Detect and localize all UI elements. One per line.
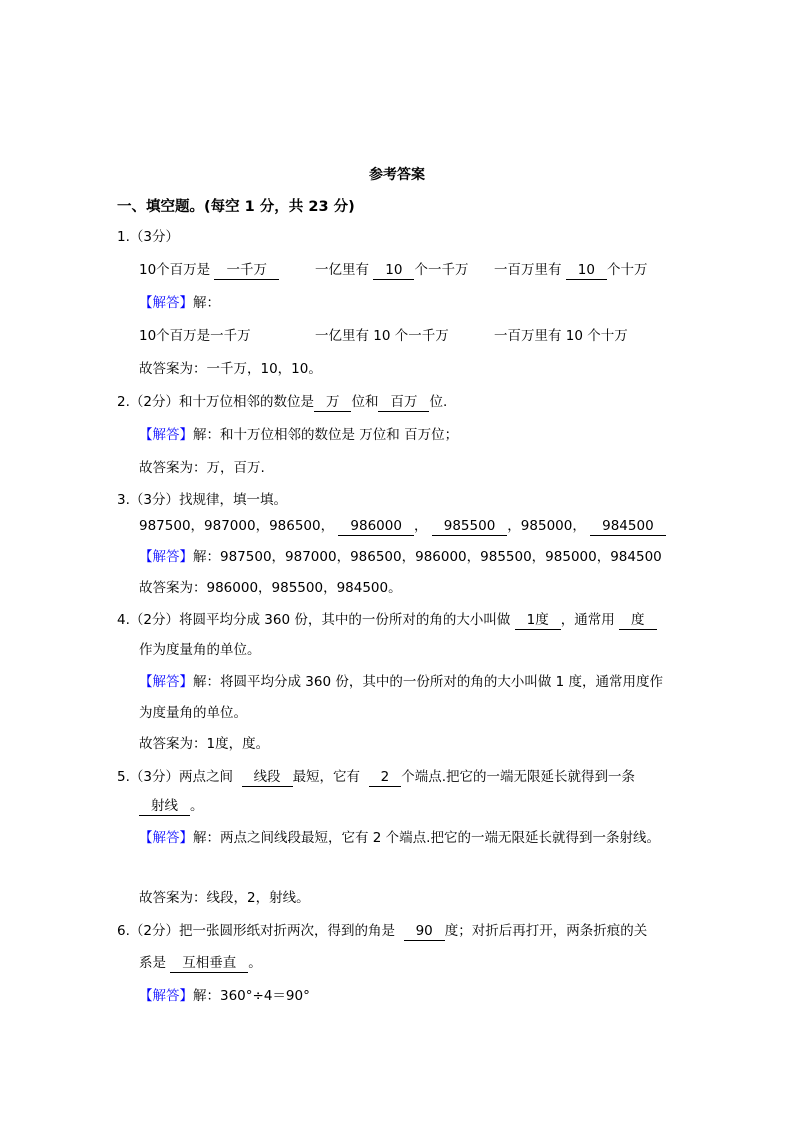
text: 解：: [193, 295, 220, 311]
text: ，: [413, 518, 432, 534]
answer-label: 【解答】: [139, 549, 193, 565]
text: 故答案为：986000，985500，984500。: [139, 580, 402, 596]
answer-line: [139, 425, 458, 445]
text: 个十万: [606, 262, 648, 278]
answer-blank: 线段: [242, 769, 293, 787]
text: 解：两点之间线段最短，它有 2 个端点.把它的一端无限延长就得到一条射线。: [193, 830, 660, 846]
page-title: 参考答案: [369, 167, 425, 183]
text: 解：将圆平均分成 360 份，其中的一份所对的角的大小叫做 1 度，通常用度作: [193, 674, 664, 690]
text: 个端点.把它的一端无限延长就得到一条: [401, 769, 636, 785]
text: 解：和十万位相邻的数位是 万位和 百万位；: [193, 427, 459, 443]
answer-line: [139, 828, 660, 848]
answer-blank: 2: [369, 769, 402, 787]
answer-line: [139, 672, 663, 692]
text: 为度量角的单位。: [139, 705, 247, 721]
text: ，985000，: [507, 518, 591, 534]
text: 2.（2分）和十万位相邻的数位是: [117, 394, 314, 410]
text: 位.: [429, 394, 448, 410]
text: 。: [190, 798, 204, 814]
column-cell: [315, 260, 494, 280]
question-line: [117, 227, 179, 247]
answer-label: 【解答】: [139, 295, 193, 311]
answer-line: [139, 293, 220, 313]
text: 系是: [139, 955, 171, 971]
text: 一亿里有: [315, 262, 374, 278]
answer-blank: 互相垂直: [170, 955, 248, 973]
text: 一百万里有 10 个十万: [494, 328, 628, 344]
question-line: [117, 767, 635, 787]
question-line: [117, 921, 647, 941]
answer-blank: 10: [373, 262, 414, 280]
answer-blank: 985500: [432, 518, 508, 536]
answer-line: [139, 578, 402, 598]
text: 3.（3分）找规律，填一填。: [117, 492, 287, 508]
answer-label: 【解答】: [139, 988, 193, 1004]
text: 10个百万是: [139, 262, 215, 278]
answer-line: [139, 734, 269, 754]
text: ，通常用: [560, 612, 620, 628]
answer-line: [139, 640, 261, 660]
text: 故答案为：万，百万.: [139, 460, 265, 476]
text: 个一千万: [414, 262, 469, 278]
text: 6.（2分）把一张圆形纸对折两次，得到的角是: [117, 923, 404, 939]
text: 位和: [351, 394, 379, 410]
answer-blank: 90: [404, 923, 445, 941]
text: 10个百万是一千万: [139, 328, 251, 344]
answer-blank: 984500: [590, 518, 666, 536]
answer-line: [139, 326, 670, 346]
text: 最短，它有: [292, 769, 369, 785]
column-cell: [494, 260, 670, 280]
answer-blank: 一千万: [214, 262, 279, 280]
text: 4.（2分）将圆平均分成 360 份，其中的一份所对的角的大小叫做: [117, 612, 515, 628]
answer-line: [139, 458, 265, 478]
column-cell: [315, 326, 494, 346]
answer-blank: 万: [314, 394, 352, 412]
text: 一百万里有: [494, 262, 566, 278]
text: 1.（3分）: [117, 229, 179, 245]
answer-blank: 1度: [515, 612, 561, 630]
answer-line: [139, 953, 262, 973]
text: 故答案为：线段，2，射线。: [139, 890, 310, 906]
column-cell: [494, 326, 670, 346]
answer-line: [139, 986, 310, 1006]
column-cell: [139, 326, 315, 346]
answer-line: [139, 796, 204, 816]
text: 度；对折后再打开，两条折痕的关: [444, 923, 648, 939]
answer-blank: 百万: [378, 394, 429, 412]
text: 一亿里有 10 个一千万: [315, 328, 449, 344]
answer-label: 【解答】: [139, 830, 193, 846]
text: 作为度量角的单位。: [139, 642, 261, 658]
answer-label: 【解答】: [139, 427, 193, 443]
text: 解：360°÷4＝90°: [193, 988, 310, 1004]
section-heading: [117, 197, 355, 217]
answer-line: [139, 888, 310, 908]
answer-blank: 10: [566, 262, 607, 280]
answer-line: [139, 260, 670, 280]
question-line: [117, 392, 447, 412]
answer-line: [139, 516, 666, 536]
text: 987500，987000，986500，: [139, 518, 339, 534]
question-line: [117, 610, 657, 630]
text: 。: [248, 955, 262, 971]
text: 5.（3分）两点之间: [117, 769, 242, 785]
answer-blank: 射线: [139, 798, 190, 816]
answer-blank: 度: [619, 612, 657, 630]
text: 故答案为：一千万，10，10。: [139, 361, 322, 377]
text: 故答案为：1度，度。: [139, 736, 270, 752]
answer-line: [139, 359, 322, 379]
answer-line: [139, 703, 247, 723]
question-line: [117, 490, 287, 510]
text: 解：987500，987000，986500，986000，985500，985000，984500: [193, 549, 662, 565]
answer-label: 【解答】: [139, 674, 193, 690]
text: 一、填空题。(每空 1 分，共 23 分): [117, 199, 355, 215]
answer-line: [139, 547, 662, 567]
column-cell: [139, 260, 315, 280]
answer-blank: 986000: [338, 518, 414, 536]
